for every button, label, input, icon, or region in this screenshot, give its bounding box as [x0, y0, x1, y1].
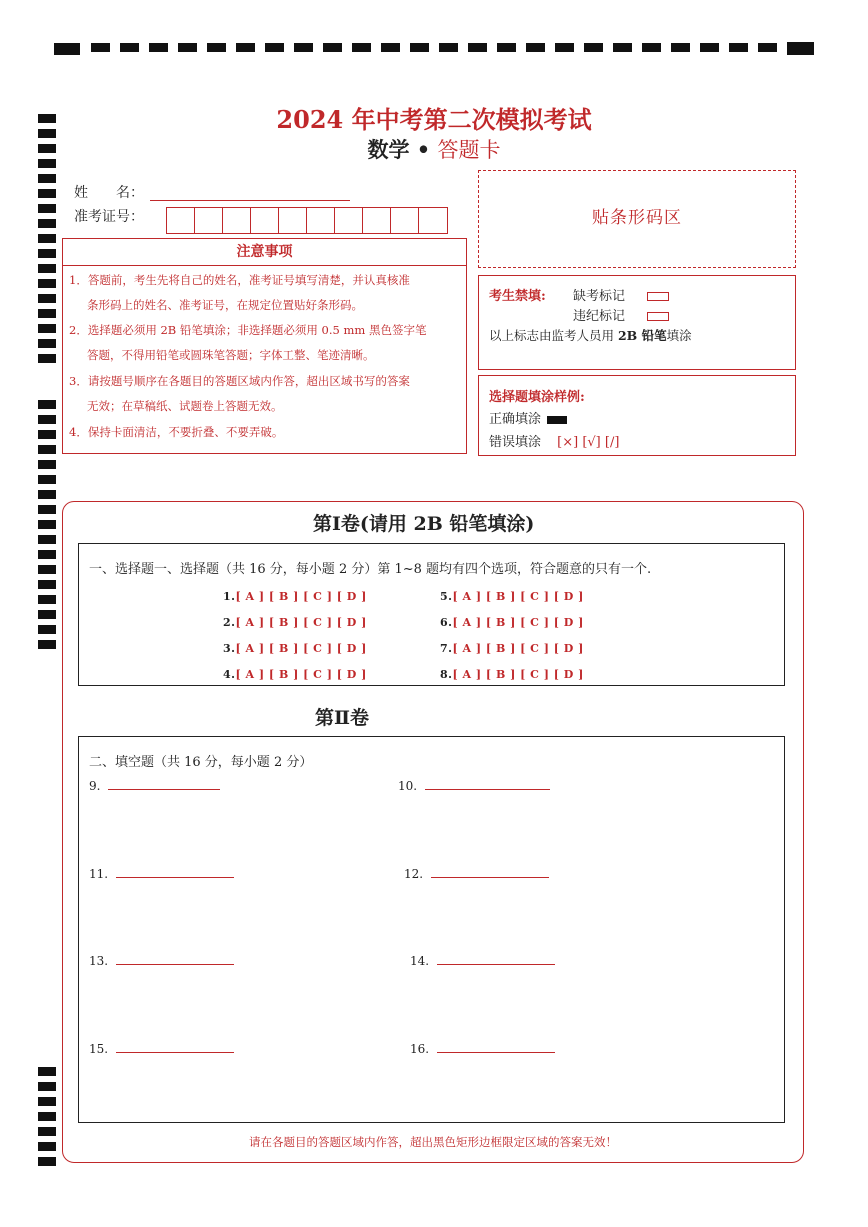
blank-number: 16.	[410, 1042, 430, 1056]
notice-box	[62, 238, 467, 454]
notice-item: 1．答题前，考生先将自己的姓名，准考证号填写清楚，并认真核准	[69, 273, 410, 287]
answer-line[interactable]	[437, 1052, 555, 1053]
sample-box	[478, 375, 796, 456]
forbidden-box	[478, 275, 796, 370]
sample-wrong-row	[489, 431, 619, 450]
part2-box	[78, 736, 785, 1123]
blank-10	[398, 779, 550, 793]
question-number: 5.	[440, 590, 453, 603]
question-2[interactable]	[223, 616, 367, 629]
part1-title: 第Ⅰ卷(请用 2B 铅笔填涂)	[313, 513, 535, 535]
subject-label: 数学	[367, 137, 410, 162]
forbidden-note	[489, 326, 692, 344]
violation-checkbox[interactable]	[647, 312, 669, 321]
blank-15	[89, 1042, 234, 1056]
id-digit-box[interactable]	[335, 208, 363, 233]
blank-11	[89, 867, 234, 881]
answer-line[interactable]	[116, 877, 234, 878]
question-number: 8.	[440, 668, 453, 681]
id-digit-box[interactable]	[419, 208, 447, 233]
notice-item: 答题，不得用铅笔或圆珠笔答题；字体工整、笔迹清晰。	[87, 348, 375, 362]
absent-mark-row	[573, 285, 669, 304]
question-3[interactable]	[223, 642, 367, 655]
footer-note: 请在各题目的答题区域内作答，超出黑色矩形边框限定区域的答案无效！	[249, 1135, 617, 1149]
question-7[interactable]	[440, 642, 584, 655]
blank-16	[410, 1042, 555, 1056]
barcode-area: 贴条形码区	[478, 170, 796, 268]
answer-line[interactable]	[116, 1052, 234, 1053]
part1-instruction: 一、选择题一、选择题（共 16 分，每小题 2 分）第 1~8 题均有四个选项，符合题意的只有一个.	[89, 562, 652, 577]
name-label: 姓 名：	[74, 185, 144, 201]
id-digit-box[interactable]	[167, 208, 195, 233]
question-number: 2.	[223, 616, 236, 629]
answer-options[interactable]: [ A ] [ B ] [ C ] [ D ]	[235, 668, 367, 681]
answer-options[interactable]: [ A ] [ B ] [ C ] [ D ]	[235, 616, 367, 629]
blank-number: 13.	[89, 954, 109, 968]
blank-12	[404, 867, 549, 881]
answer-options[interactable]: [ A ] [ B ] [ C ] [ D ]	[452, 668, 584, 681]
sample-correct-row	[489, 408, 567, 427]
notice-item: 2．选择题必须用 2B 铅笔填涂；非选择题必须用 0.5 mm 黑色签字笔	[69, 323, 427, 337]
question-4[interactable]	[223, 668, 367, 681]
id-digit-box[interactable]	[195, 208, 223, 233]
id-label: 准考证号：	[74, 209, 144, 225]
absent-checkbox[interactable]	[647, 292, 669, 301]
question-number: 7.	[440, 642, 453, 655]
forbidden-note-bold: 2B 铅笔	[617, 328, 667, 343]
absent-label: 缺考标记	[573, 289, 626, 304]
exam-subtitle	[0, 134, 868, 164]
answer-options[interactable]: [ A ] [ B ] [ C ] [ D ]	[452, 642, 584, 655]
blank-9	[89, 779, 220, 793]
id-digit-box[interactable]	[391, 208, 419, 233]
notice-item: 3．请按题号顺序在各题目的答题区域内作答，超出区域书写的答案	[69, 374, 410, 388]
answer-options[interactable]: [ A ] [ B ] [ C ] [ D ]	[452, 616, 584, 629]
exam-id-boxes[interactable]	[166, 207, 448, 234]
answer-options[interactable]: [ A ] [ B ] [ C ] [ D ]	[235, 590, 367, 603]
blank-14	[410, 954, 555, 968]
blank-number: 9.	[89, 779, 101, 793]
name-field[interactable]	[150, 200, 350, 201]
violation-mark-row	[573, 305, 669, 324]
answer-options[interactable]: [ A ] [ B ] [ C ] [ D ]	[452, 590, 584, 603]
answer-line[interactable]	[425, 789, 550, 790]
answer-line[interactable]	[116, 964, 234, 965]
filled-mark-icon	[547, 416, 567, 424]
part2-title: 第Ⅱ卷	[315, 707, 370, 729]
question-8[interactable]	[440, 668, 584, 681]
sample-wrong-label: 错误填涂	[489, 435, 542, 450]
blank-number: 12.	[404, 867, 424, 881]
notice-item: 条形码上的姓名、准考证号，在规定位置贴好条形码。	[87, 298, 363, 312]
part1-box	[78, 543, 785, 686]
blank-number: 15.	[89, 1042, 109, 1056]
answer-options[interactable]: [ A ] [ B ] [ C ] [ D ]	[235, 642, 367, 655]
notice-title: 注意事项	[63, 239, 466, 266]
question-number: 6.	[440, 616, 453, 629]
question-number: 3.	[223, 642, 236, 655]
card-label: 答题卡	[437, 138, 501, 162]
sample-correct-label: 正确填涂	[489, 412, 542, 427]
id-digit-box[interactable]	[251, 208, 279, 233]
question-5[interactable]	[440, 590, 584, 603]
notice-item: 无效；在草稿纸、试题卷上答题无效。	[87, 399, 283, 413]
question-number: 1.	[223, 590, 236, 603]
blank-13	[89, 954, 234, 968]
exam-title: 2024 年中考第二次模拟考试	[276, 105, 592, 134]
answer-line[interactable]	[108, 789, 220, 790]
blank-number: 10.	[398, 779, 418, 793]
blank-number: 14.	[410, 954, 430, 968]
forbidden-label: 考生禁填:	[489, 289, 546, 304]
wrong-marks: [×] [√] [/]	[557, 435, 620, 450]
sample-title: 选择题填涂样例:	[489, 390, 585, 405]
question-number: 4.	[223, 668, 236, 681]
blank-number: 11.	[89, 867, 109, 881]
question-1[interactable]	[223, 590, 367, 603]
notice-item: 4．保持卡面清洁，不要折叠、不要弄破。	[69, 425, 284, 439]
subtitle-dot: •	[416, 137, 431, 162]
id-digit-box[interactable]	[363, 208, 391, 233]
question-6[interactable]	[440, 616, 584, 629]
id-digit-box[interactable]	[279, 208, 307, 233]
forbidden-note-prefix: 以上标志由监考人员用	[489, 328, 618, 343]
answer-line[interactable]	[431, 877, 549, 878]
forbidden-note-suffix: 填涂	[666, 328, 692, 343]
part2-instruction: 二、填空题（共 16 分，每小题 2 分）	[89, 755, 313, 770]
id-digit-box[interactable]	[307, 208, 335, 233]
violation-label: 违纪标记	[573, 309, 626, 324]
answer-line[interactable]	[437, 964, 555, 965]
id-digit-box[interactable]	[223, 208, 251, 233]
